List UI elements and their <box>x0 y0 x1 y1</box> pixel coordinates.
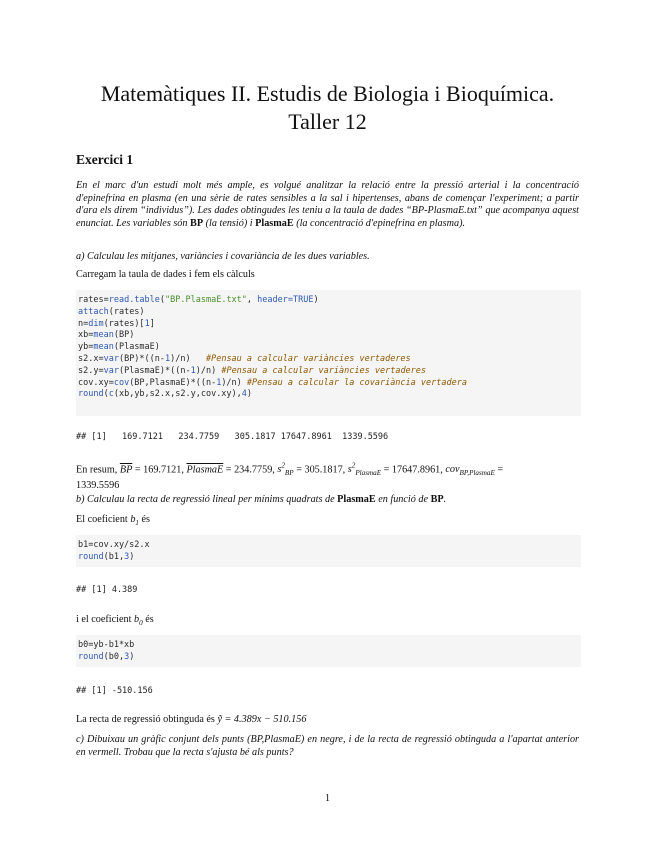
code-output-stats: ## [1] 169.7121 234.7759 305.1817 17647.8961 1339.5596 <box>76 432 389 442</box>
intro-var-plasmae: PlasmaE <box>255 217 294 229</box>
exercise-heading: Exercici 1 <box>76 152 134 167</box>
code-line: attach(rates) <box>78 306 145 317</box>
page-number: 1 <box>324 793 331 804</box>
code-block-stats <box>76 290 581 416</box>
regression-equation: ỹ = 4.389x − 510.156 <box>217 714 307 725</box>
code-line: round(c(xb,yb,s2.x,s2.y,cov.xy),4) <box>78 389 253 400</box>
coef-b1-text: El coeficient $b_1$ és <box>76 514 151 528</box>
code-line: b0=yb-b1*xb <box>78 640 135 650</box>
regression-line-text: La recta de regressió obtinguda és ỹ = 4.389x − 510.156 <box>76 714 307 725</box>
load-data-text: Carregam la taula de dades i fem els càlculs <box>76 269 255 280</box>
code-line: round(b1,3) <box>78 551 135 562</box>
document-title-line2: Taller 12 <box>288 109 367 134</box>
code-line: n=dim(rates)[1] <box>78 318 155 329</box>
code-output-b1: ## [1] 4.389 <box>76 585 138 595</box>
intro-text-between: (la tensió) i <box>203 217 256 229</box>
s2-plasmae-symbol: $s^2_{PlasmaE}$ <box>347 462 382 478</box>
plasmae-mean-symbol: PlasmaE <box>186 464 224 476</box>
code-line: xb=mean(BP) <box>78 330 135 341</box>
code-block-b0 <box>76 635 581 667</box>
bp-mean-symbol: $\overline{BP}$ <box>119 464 133 476</box>
summary-text: En resum, $\overline{BP} = 169.7121$, PlasmaE = 234.7759, $s^2_{BP} = 305.1817$, $s^2_{PlasmaE} = 17647.8961$, cov$_{BP,PlasmaE}$ = 1339.5596 <box>76 462 504 492</box>
intro-text-after: (la concentració d'epinefrina en plasma). <box>293 217 466 229</box>
s2-bp-symbol: $s^2_{BP}$ <box>277 462 294 478</box>
code-line: s2.y=var(PlasmaE)*((n-1)/n) #Pensau a calcular variàncies vertaderes <box>78 365 427 376</box>
exercise-intro <box>76 180 579 230</box>
cov-symbol: cov$_{BP,PlasmaE}$ <box>445 464 495 478</box>
code-line: s2.x=var(BP)*((n-1)/n) #Pensau a calcular variàncies vertaderes <box>78 353 411 364</box>
coef-b0-text: i el coeficient $b_0$ és <box>76 614 154 628</box>
code-block-b1 <box>76 535 581 567</box>
code-line: cov.xy=cov(BP,PlasmaE)*((n-1)/n) #Pensau a calcular la covariància vertadera <box>78 377 467 388</box>
intro-text: En el marc d'un estudi molt més ample, es volgué analitzar la relació entre la pressió arterial i la concentració d'epinefrina en plasma (en una sèrie de rates sensibles a la sal i hipertenses, abans de començar l'experiment; a partir d'ara els direm “individus”). Les dades obtingudes les teniu a la taula de dades “BP-PlasmaE.txt” que acompanya aquest enunciat. Les variables són <box>76 180 579 229</box>
intro-var-bp: BP <box>190 217 204 229</box>
code-output-b0: ## [1] -510.156 <box>76 686 153 696</box>
code-line: yb=mean(PlasmaE) <box>78 342 160 353</box>
part-c-question: c) Dibuixau un gràfic conjunt dels punts (BP,PlasmaE) en negre, i de la recta de regressió obtinguda a l'apartat anterior en vermell. Trobau que la recta s'ajusta bé als punts? <box>76 734 579 758</box>
code-line: rates=read.table("BP.PlasmaE.txt", header=TRUE) <box>78 295 319 305</box>
part-a-question: a) Calculau les mitjanes, variàncies i covariància de les dues variables. <box>76 251 370 262</box>
code-line: b1=cov.xy/s2.x <box>78 540 150 550</box>
document-title-line1: Matemàtiques II. Estudis de Biologia i Bioquímica. <box>100 81 555 106</box>
code-line: round(b0,3) <box>78 651 135 662</box>
part-b-question: b) Calculau la recta de regressió lineal per mínims quadrats de PlasmaE en funció de BP. <box>76 494 447 505</box>
